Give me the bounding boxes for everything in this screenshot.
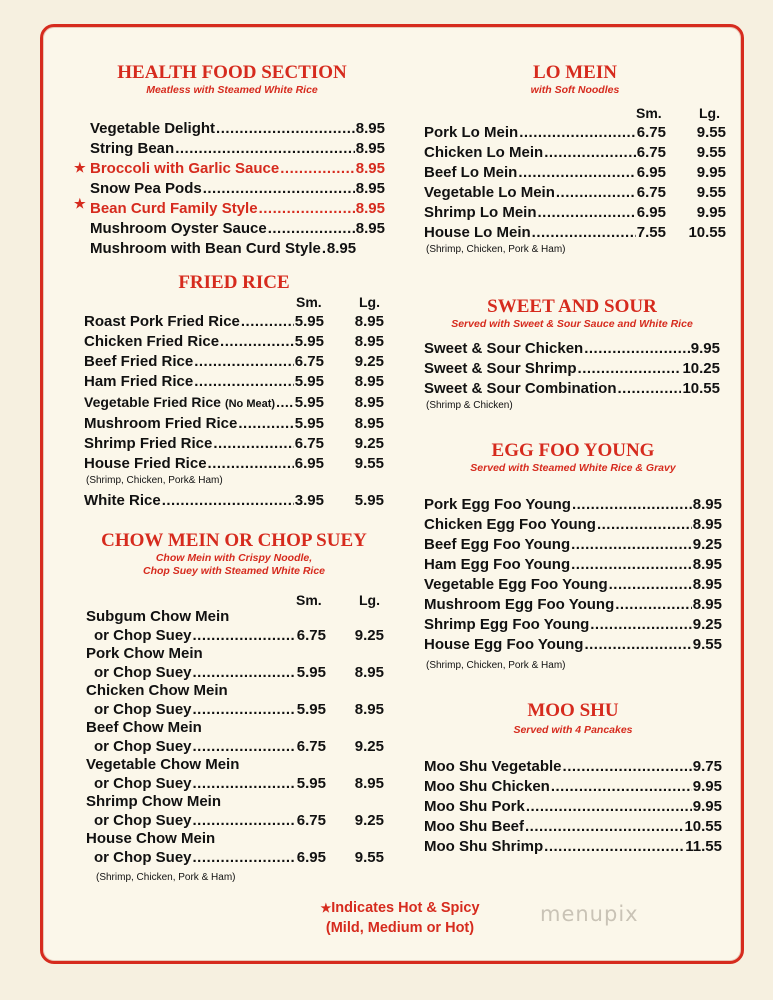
spicy-star-icon: ★ [74, 196, 86, 211]
item-name: Roast Pork Fried Rice [84, 313, 240, 330]
item-price-small: 6.75 [636, 184, 666, 201]
item-name-line2: or Chop Suey [94, 848, 192, 866]
item-name-line2: or Chop Suey [94, 737, 192, 755]
item-price-small: 6.95 [636, 204, 666, 221]
sweet-sour-section [424, 296, 720, 412]
item-price-small: 6.75 [296, 626, 326, 644]
item-price-small: 5.95 [296, 774, 326, 792]
item-price-small: 6.75 [636, 144, 666, 161]
item-price: 8.95 [692, 556, 722, 573]
menu-item [84, 414, 384, 434]
item-price-small: 5.95 [294, 394, 324, 411]
item-price-small: 5.95 [294, 333, 324, 350]
menu-item-spicy [90, 159, 385, 179]
item-price-large: 8.95 [354, 313, 384, 330]
item-price-small: 6.75 [636, 124, 666, 141]
item-price-large: 9.25 [354, 626, 384, 644]
menu-item [424, 595, 722, 615]
item-name: Vegetable Lo Mein [424, 184, 555, 201]
menu-item [84, 312, 384, 332]
item-price-large: 8.95 [354, 700, 384, 718]
item-price-small: 6.75 [296, 737, 326, 755]
item-price: 9.55 [692, 636, 722, 653]
item-price-small: 7.55 [636, 224, 666, 241]
item-note: (Shrimp, Chicken, Pork & Ham) [426, 660, 566, 671]
item-price: 9.95 [690, 340, 720, 357]
size-small-header: Sm. [296, 592, 322, 608]
menu-item [424, 635, 722, 655]
menu-item [86, 830, 384, 867]
item-name: Chicken Egg Foo Young [424, 516, 596, 533]
item-price-large: 9.55 [354, 455, 384, 472]
item-price-small: 5.95 [294, 415, 324, 432]
item-price-large: 9.25 [354, 353, 384, 370]
item-price-small: 6.95 [294, 455, 324, 472]
menu-item [84, 352, 384, 372]
chow-mein-section [84, 530, 384, 610]
menu-item [424, 183, 726, 203]
item-name: Beef Chow Mein [86, 719, 202, 736]
menu-item [86, 682, 384, 719]
item-name: Moo Shu Chicken [424, 778, 550, 795]
item-name: Shrimp Egg Foo Young [424, 616, 590, 633]
item-price-large: 9.25 [354, 737, 384, 755]
item-price: 10.55 [682, 380, 720, 397]
menu-item [84, 392, 384, 414]
item-price-large: 8.95 [354, 373, 384, 390]
item-name: House Chow Mein [86, 830, 216, 847]
item-price: 10.55 [684, 818, 722, 835]
moo-shu-title: MOO SHU [527, 700, 619, 721]
item-name: Vegetable Delight [90, 120, 216, 137]
egg-foo-young-section [424, 440, 722, 672]
menu-item [424, 123, 726, 143]
menu-item [424, 535, 722, 555]
item-price-small: 6.75 [296, 811, 326, 829]
item-price-large: 8.95 [354, 394, 384, 411]
menu-item [90, 239, 385, 259]
item-name: Shrimp Chow Mein [86, 793, 221, 810]
item-price-small: 5.95 [294, 373, 324, 390]
item-name: Vegetable Egg Foo Young [424, 576, 608, 593]
chow-mein-subtitle-2: Chop Suey with Steamed White Rice [142, 565, 326, 577]
item-name-note: (No Meat) [224, 398, 276, 410]
menu-item [424, 223, 726, 243]
spicy-star-icon: ★ [320, 901, 332, 915]
item-name-line2: or Chop Suey [94, 811, 192, 829]
item-price: 8.95 [355, 140, 385, 157]
menu-item [424, 339, 720, 359]
item-price: 9.95 [692, 778, 722, 795]
item-price: 8.95 [355, 220, 385, 237]
menu-item [424, 817, 722, 837]
item-name: Moo Shu Beef [424, 818, 524, 835]
menu-item-spicy [90, 199, 385, 219]
fried-rice-title: FRIED RICE [178, 272, 290, 293]
item-price-large: 9.95 [696, 164, 726, 181]
item-price: 9.25 [692, 616, 722, 633]
item-price: 8.95 [355, 160, 385, 177]
item-name: Pork Lo Mein [424, 124, 519, 141]
spicy-star-icon: ★ [74, 160, 86, 175]
health-food-list [90, 119, 385, 259]
item-price-large: 5.95 [354, 492, 384, 509]
item-price: 9.25 [692, 536, 722, 553]
spicy-legend-text: Indicates Hot & Spicy [331, 900, 480, 916]
item-price-large: 9.25 [354, 811, 384, 829]
item-price-large: 9.25 [354, 435, 384, 452]
item-name: Sweet & Sour Shrimp [424, 360, 577, 377]
item-price-large: 9.55 [354, 848, 384, 866]
menu-item [424, 203, 726, 223]
item-name: Beef Egg Foo Young [424, 536, 571, 553]
item-name: Chicken Lo Mein [424, 144, 544, 161]
menu-item [90, 119, 385, 139]
item-name: Subgum Chow Mein [86, 608, 230, 625]
item-price-large: 9.55 [696, 184, 726, 201]
item-name: Beef Fried Rice [84, 353, 194, 370]
item-name: Shrimp Lo Mein [424, 204, 537, 221]
item-name: Shrimp Fried Rice [84, 435, 213, 452]
chow-mein-list [86, 608, 384, 884]
item-price: 8.95 [692, 596, 722, 613]
item-price-small: 5.95 [296, 663, 326, 681]
menu-item [86, 756, 384, 793]
menu-item [86, 793, 384, 830]
lo-mein-section [424, 62, 726, 256]
menu-item [90, 179, 385, 199]
menu-item [424, 515, 722, 535]
menupix-watermark: menupix [540, 902, 639, 926]
item-note: (Shrimp, Chicken, Pork& Ham) [86, 475, 223, 486]
item-name: Moo Shu Pork [424, 798, 525, 815]
item-name: String Bean [90, 140, 175, 157]
spicy-legend [290, 898, 510, 938]
menu-item [424, 555, 722, 575]
menu-item [84, 491, 384, 511]
menu-item [424, 757, 722, 777]
menu-item [424, 495, 722, 515]
item-price: 11.55 [685, 838, 722, 855]
spicy-levels-text: (Mild, Medium or Hot) [325, 920, 475, 936]
item-name: Broccoli with Garlic Sauce [90, 160, 280, 177]
health-food-subtitle: Meatless with Steamed White Rice [146, 84, 318, 96]
item-name: House Egg Foo Young [424, 636, 584, 653]
size-small-header: Sm. [636, 105, 662, 121]
item-price: 10.25 [682, 360, 720, 377]
item-price-large: 8.95 [354, 774, 384, 792]
menu-item [424, 797, 722, 817]
item-price-small: 6.75 [294, 435, 324, 452]
fried-rice-section [84, 272, 384, 511]
item-name: Moo Shu Vegetable [424, 758, 562, 775]
item-note: (Shrimp & Chicken) [426, 400, 513, 411]
menu-item [424, 777, 722, 797]
item-name: Beef Lo Mein [424, 164, 518, 181]
item-name: Mushroom Oyster Sauce [90, 220, 267, 237]
size-small-header: Sm. [296, 294, 322, 310]
menu-item [424, 379, 720, 399]
menu-item [86, 645, 384, 682]
item-price: 8.95 [355, 120, 385, 137]
lo-mein-title: LO MEIN [533, 62, 617, 83]
item-name-line2: or Chop Suey [94, 663, 192, 681]
item-price-large: 9.55 [696, 144, 726, 161]
item-price-small: 6.95 [636, 164, 666, 181]
item-name: Vegetable Fried Rice [84, 394, 221, 410]
item-price-small: 5.95 [296, 700, 326, 718]
menu-item [424, 163, 726, 183]
health-food-section [86, 62, 378, 97]
item-name: Bean Curd Family Style [90, 200, 258, 217]
item-price-large: 10.55 [688, 224, 726, 241]
menu-item [84, 372, 384, 392]
size-large-header: Lg. [359, 294, 380, 310]
menu-item [86, 719, 384, 756]
chow-mein-title: CHOW MEIN OR CHOP SUEY [101, 530, 367, 551]
item-name: Mushroom Egg Foo Young [424, 596, 615, 613]
item-name: House Lo Mein [424, 224, 531, 241]
item-price: 8.95 [692, 496, 722, 513]
health-food-title: HEALTH FOOD SECTION [117, 62, 347, 83]
menu-item [86, 608, 384, 645]
item-price-small: 5.95 [294, 313, 324, 330]
item-price: 9.75 [692, 758, 722, 775]
item-price-small: 6.75 [294, 353, 324, 370]
menu-item [84, 454, 384, 474]
item-price-large: 8.95 [354, 333, 384, 350]
item-name: Snow Pea Pods [90, 180, 202, 197]
item-price-large: 8.95 [354, 663, 384, 681]
size-large-header: Lg. [699, 105, 720, 121]
sweet-sour-subtitle: Served with Sweet & Sour Sauce and White Rice [451, 318, 693, 330]
item-price: 9.95 [692, 798, 722, 815]
menu-item [90, 139, 385, 159]
item-name: Pork Chow Mein [86, 645, 203, 662]
menu-item [424, 359, 720, 379]
item-name: House Fried Rice [84, 455, 207, 472]
item-name-line2: or Chop Suey [94, 626, 192, 644]
menu-item [424, 837, 722, 857]
item-name-line2: or Chop Suey [94, 774, 192, 792]
item-price-small: 6.95 [296, 848, 326, 866]
item-name: Vegetable Chow Mein [86, 756, 240, 773]
menu-item [424, 615, 722, 635]
item-name: Moo Shu Shrimp [424, 838, 544, 855]
item-note: (Shrimp, Chicken, Pork & Ham) [426, 244, 566, 255]
item-price-small: 3.95 [294, 492, 324, 509]
item-name: Chicken Fried Rice [84, 333, 220, 350]
item-name-line2: or Chop Suey [94, 700, 192, 718]
item-note: (Shrimp, Chicken, Pork & Ham) [96, 872, 236, 883]
moo-shu-section [424, 700, 722, 857]
item-name: White Rice [84, 492, 161, 509]
egg-foo-young-title: EGG FOO YOUNG [491, 440, 655, 461]
item-name: Chicken Chow Mein [86, 682, 228, 699]
menu-item [424, 143, 726, 163]
item-price: 8.95 [692, 576, 722, 593]
item-name: Sweet & Sour Combination [424, 380, 617, 397]
item-price-large: 8.95 [354, 415, 384, 432]
item-price: 8.95 [692, 516, 722, 533]
item-price: 8.95 [355, 180, 385, 197]
moo-shu-subtitle: Served with 4 Pancakes [513, 724, 633, 736]
item-price-large: 9.55 [696, 124, 726, 141]
egg-foo-young-subtitle: Served with Steamed White Rice & Gravy [470, 462, 676, 474]
item-name: Sweet & Sour Chicken [424, 340, 584, 357]
item-price-large: 9.95 [696, 204, 726, 221]
item-name: Mushroom Fried Rice [84, 415, 238, 432]
lo-mein-subtitle: with Soft Noodles [530, 84, 620, 96]
menu-item [84, 434, 384, 454]
sweet-sour-title: SWEET AND SOUR [487, 296, 657, 317]
size-large-header: Lg. [359, 592, 380, 608]
item-name: Mushroom with Bean Curd Style [90, 240, 321, 257]
item-price: 8.95 [326, 240, 357, 257]
menu-item [424, 575, 722, 595]
menu-item [90, 219, 385, 239]
item-price: 8.95 [355, 200, 385, 217]
menu-item [84, 332, 384, 352]
item-name: Pork Egg Foo Young [424, 496, 571, 513]
chow-mein-subtitle-1: Chow Mein with Crispy Noodle, [155, 552, 313, 564]
item-name: Ham Fried Rice [84, 373, 194, 390]
item-name: Ham Egg Foo Young [424, 556, 571, 573]
